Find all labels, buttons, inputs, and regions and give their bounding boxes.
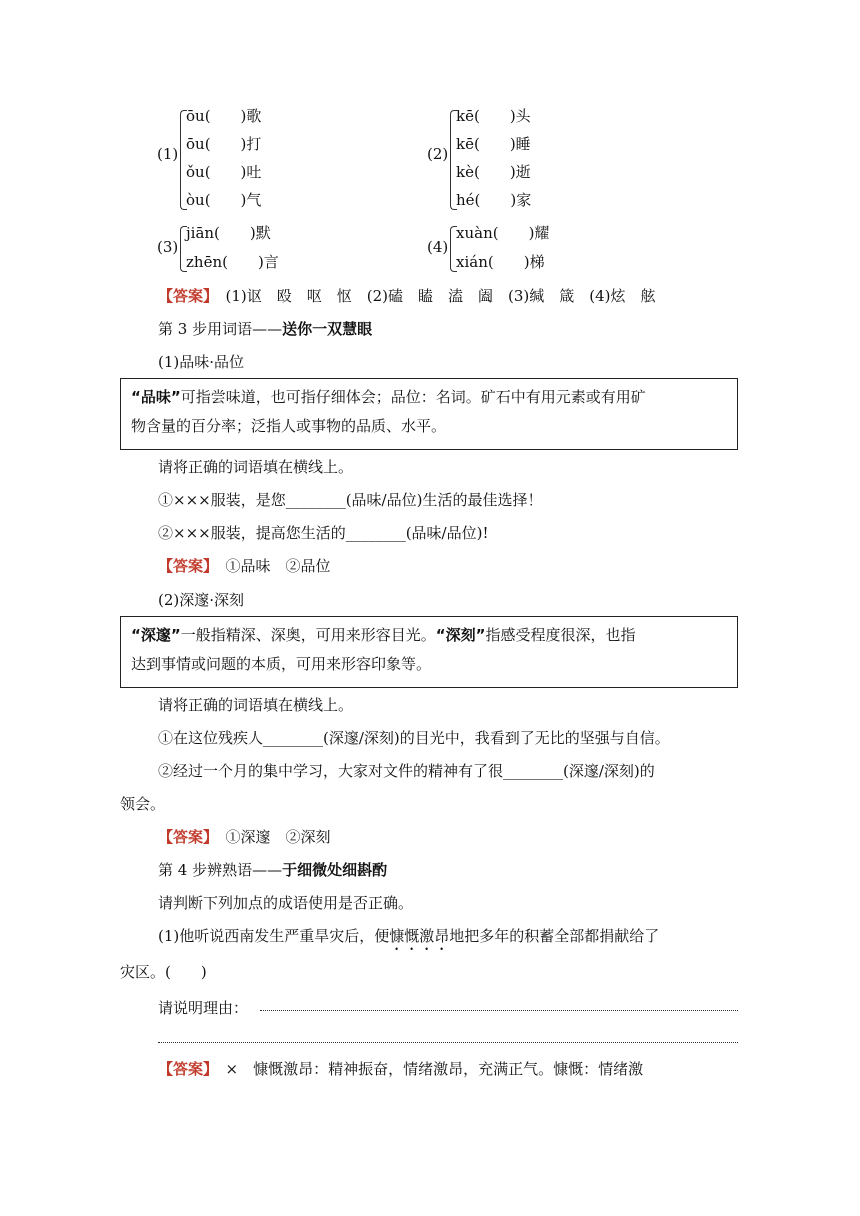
pinyin-row: ǒu( )吐 [186, 163, 262, 181]
answer-line: 【答案】 ①深邃 ②深刻 [158, 828, 331, 846]
step-4-title: 于细微处细斟酌 [282, 861, 388, 879]
question-line: ①在这位残疾人________(深邃/深刻)的目光中，我看到了无比的坚强与自信。 [158, 729, 670, 747]
pinyin-row: ōu( )打 [186, 135, 262, 153]
pinyin-row: kè( )逝 [456, 163, 531, 181]
judge-question-cont: 灾区。( ) [120, 963, 207, 981]
step-3-heading: 第 3 步用词语——送你一双慧眼 [158, 320, 373, 338]
pinyin-row: òu( )气 [186, 191, 262, 209]
pinyin-row: hé( )家 [456, 191, 532, 209]
instruction: 请将正确的词语填在横线上。 [158, 696, 354, 714]
definition-box-1: “品味”可指尝味道，也可指仔细体会；品位：名词。矿石中有用元素或有用矿 物含量的百分率；泛指人或事物的品质、水平。 [120, 378, 738, 450]
pinyin-row: kē( )头 [456, 107, 531, 125]
answer-line: 【答案】 ①品味 ②品位 [158, 557, 331, 575]
group-3-label: (3) [157, 238, 179, 256]
question-line: 领会。 [120, 795, 166, 813]
answer-text: (1)讴 殴 呕 怄 (2)磕 瞌 溘 阖 (3)缄 箴 (4)炫 舷 [225, 287, 656, 305]
pinyin-row: kē( )睡 [456, 135, 531, 153]
group-1-label: (1) [157, 145, 179, 163]
pinyin-row: xuàn( )耀 [456, 224, 550, 242]
instruction: 请判断下列加点的成语使用是否正确。 [158, 894, 414, 912]
pinyin-row: jiān( )默 [186, 224, 271, 242]
question-line: ②经过一个月的集中学习，大家对文件的精神有了很________(深邃/深刻)的 [158, 762, 655, 780]
reason-row: 请说明理由： [158, 999, 249, 1017]
instruction: 请将正确的词语填在横线上。 [158, 458, 354, 476]
pinyin-row: xián( )梯 [456, 253, 545, 271]
reason-input-line-1[interactable] [260, 1010, 738, 1011]
emphasized-idiom: 慷慨激昂 [389, 927, 450, 945]
pinyin-row: zhēn( )言 [186, 253, 279, 271]
question-line: ①×××服装，是您________(品味/品位)生活的最佳选择！ [158, 491, 543, 509]
judge-question: (1)他听说西南发生严重旱灾后，便慷慨激昂地把多年的积蓄全部都捐献给了 [158, 927, 660, 945]
answer-line: 【答案】 × 慷慨激昂：精神振奋，情绪激昂，充满正气。慷慨：情绪激 [158, 1060, 644, 1078]
reason-input-line-2[interactable] [158, 1042, 738, 1043]
item-2-title: (2)深邃·深刻 [158, 591, 245, 609]
answer-line-1 [158, 285, 656, 306]
answer-tag: 【答案】 [158, 287, 211, 305]
definition-box-2: “深邃”一般指精深、深奥，可用来形容目光。“深刻”指感受程度很深，也指 达到事情或问题的本质，可用来形容印象等。 [120, 616, 738, 688]
step-3-title: 送你一双慧眼 [282, 320, 373, 338]
group-2-label: (2) [427, 145, 449, 163]
question-line: ②×××服装，提高您生活的________(品味/品位)! [158, 524, 489, 542]
group-4-label: (4) [427, 238, 449, 256]
step-4-heading: 第 4 步辨熟语——于细微处细斟酌 [158, 861, 388, 879]
item-1-title: (1)品味·品位 [158, 353, 245, 371]
pinyin-row: ōu( )歌 [186, 107, 262, 125]
